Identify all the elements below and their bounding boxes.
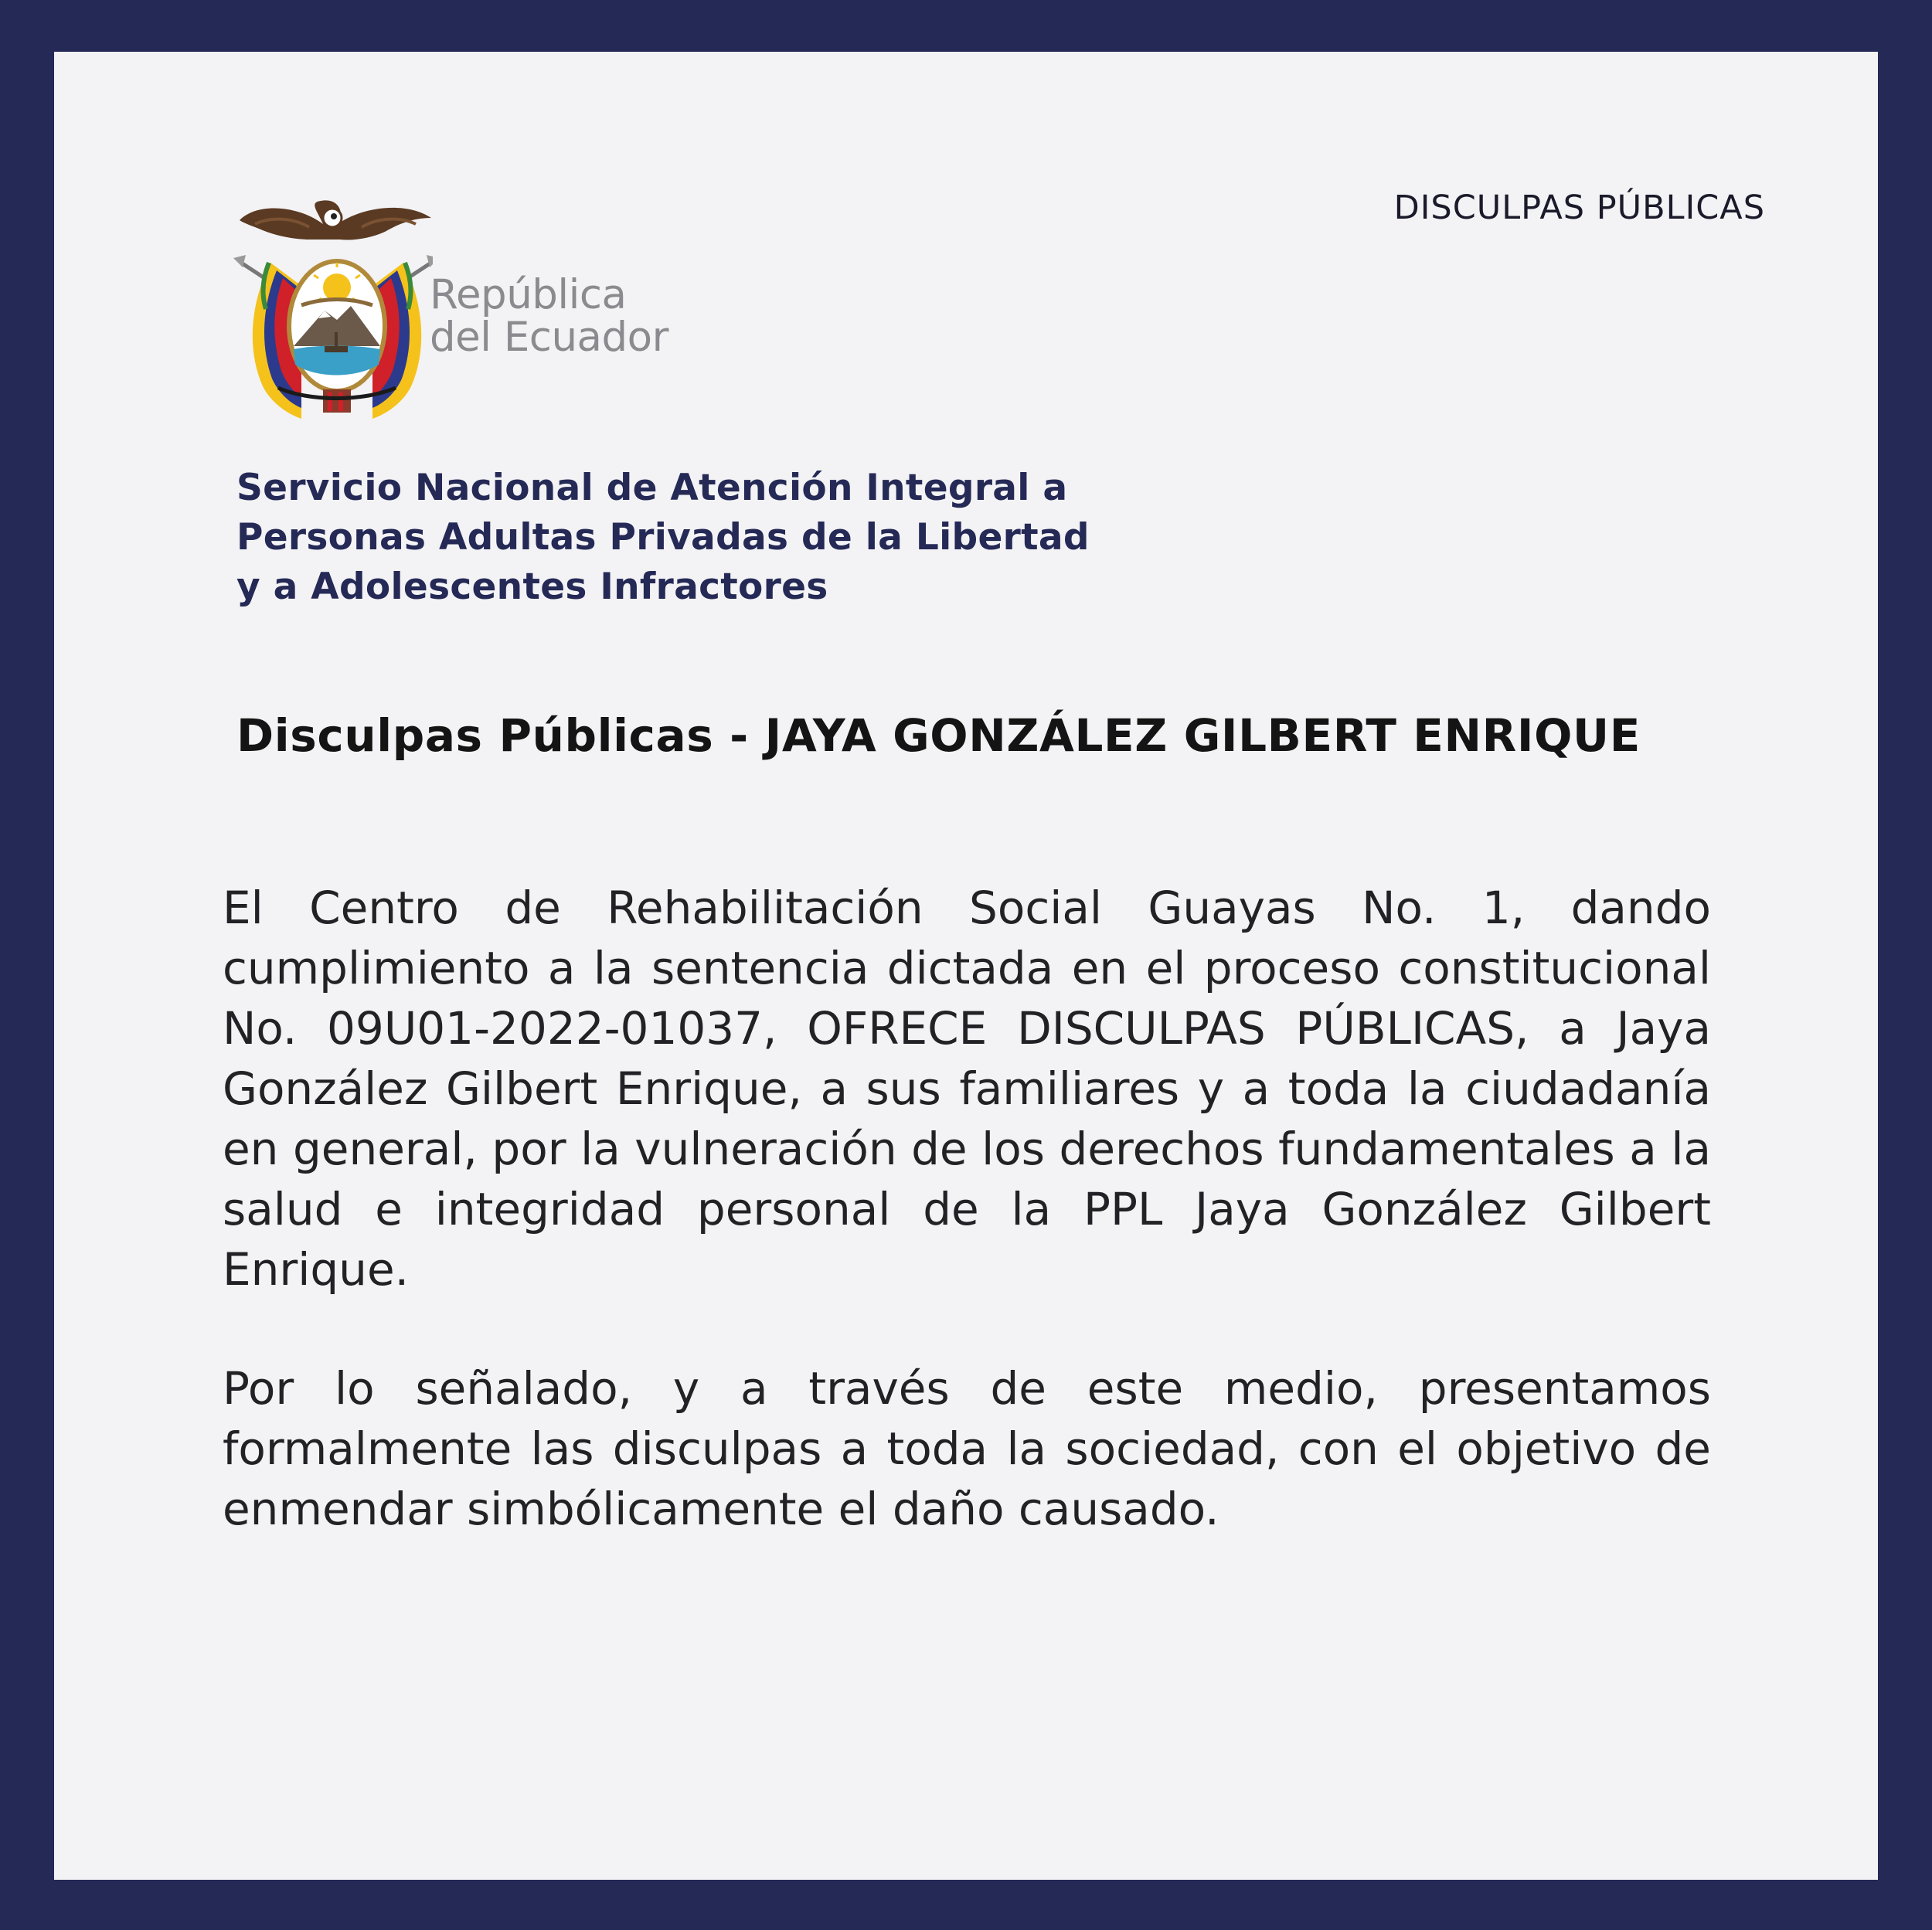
ecuador-coat-of-arms-icon	[185, 147, 433, 425]
body-paragraph-1: El Centro de Rehabilitación Social Guayas No. 1, dando cumplimiento a la sentencia dictada en el proceso constitucional No. 09U01-2022-01037, OFRECE DISCULPAS PÚBLICAS, a Jaya González Gilbert Enrique, a sus familiares y a toda la ciudadanía en general, por la vulneración de los derechos fundamentales a la salud e integridad personal de la PPL Jaya González Gilbert Enrique.	[223, 882, 1711, 1296]
body-paragraph-2: Por lo señalado, y a través de este medio, presentamos formalmente las disculpas a toda la sociedad, con el objetivo de enmendar simbólicamente el daño causado.	[223, 1362, 1711, 1535]
institution-name	[236, 464, 1090, 612]
institution-line-1: Servicio Nacional de Atención Integral a	[236, 467, 1068, 509]
institution-line-2: Personas Adultas Privadas de la Libertad	[236, 516, 1090, 559]
republic-name	[430, 271, 668, 361]
government-logo	[185, 147, 726, 425]
republic-line-2: del Ecuador	[430, 314, 668, 361]
document-title: Disculpas Públicas - JAYA GONZÁLEZ GILBERT ENRIQUE	[236, 709, 1641, 762]
republic-line-1: República	[430, 271, 627, 318]
document-type-label: DISCULPAS PÚBLICAS	[1393, 189, 1765, 227]
institution-line-3: y a Adolescentes Infractores	[236, 566, 828, 608]
